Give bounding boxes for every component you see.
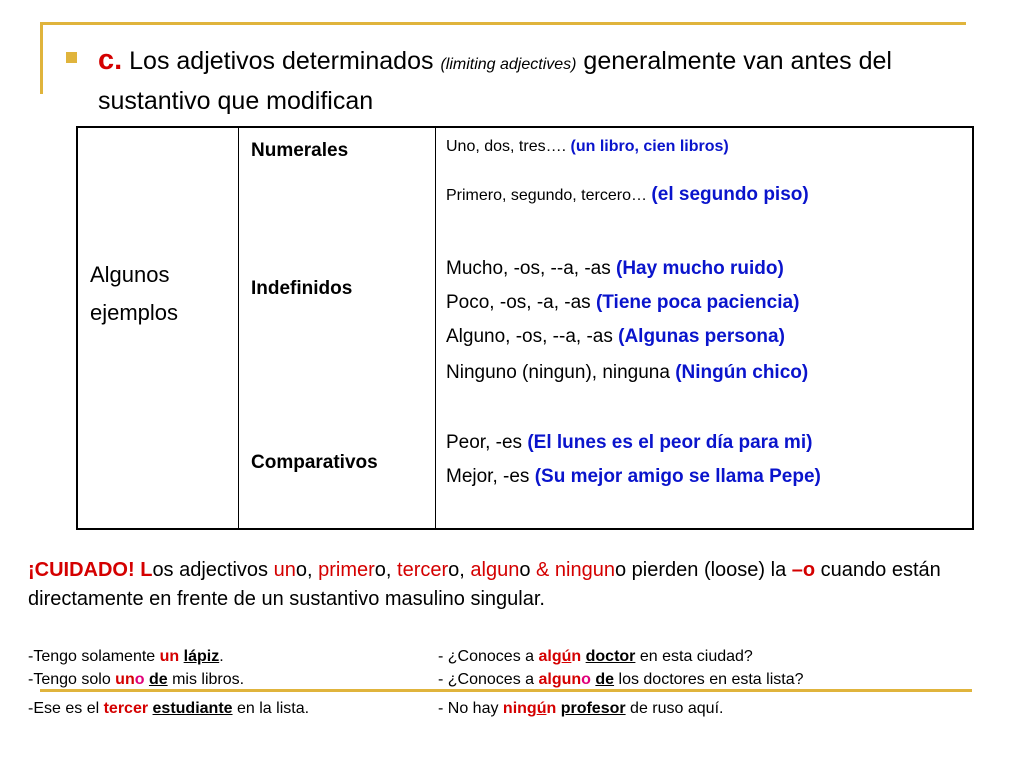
example-line: Poco, -os, -a, -as (Tiene poca paciencia) <box>446 292 800 313</box>
example-sentence-right-2: - ¿Conoces a alguno de los doctores en esta lista? <box>438 671 804 688</box>
example-sentence-left-1: -Tengo solamente un lápiz. <box>28 648 224 665</box>
example-sentence-right-3: - No hay ningún profesor de ruso aquí. <box>438 700 724 717</box>
slide-heading <box>58 42 958 119</box>
adjectives-table <box>76 126 974 530</box>
decorative-left-rule <box>40 22 43 94</box>
warning-paragraph: ¡CUIDADO! Los adjectivos uno, primero, tercero, alguno & ninguno pierden (loose) la –o cuando están directamente en frente de un sustantivo masulino singular. <box>28 559 941 610</box>
category-cell <box>239 127 436 529</box>
example-line: Peor, -es (El lunes es el peor día para mi) <box>446 432 813 453</box>
examples-cell <box>436 127 974 529</box>
row-label-line-2: ejemplos <box>90 300 179 325</box>
square-bullet-icon <box>66 52 77 63</box>
example-line: Ninguno (ningun), ninguna (Ningún chico) <box>446 362 809 383</box>
heading-italic: (limiting adjectives) <box>440 56 577 73</box>
example-line: Primero, segundo, tercero… (el segundo piso) <box>446 184 809 205</box>
category-numerales: Numerales <box>251 140 349 161</box>
example-sentence-right-1: - ¿Conoces a algún doctor en esta ciudad? <box>438 648 753 665</box>
decorative-top-rule <box>40 22 966 25</box>
decorative-bottom-rule <box>40 689 972 692</box>
heading-text-2: generalmente van antes del sustantivo que modifican <box>98 47 892 115</box>
example-sentence-left-2: -Tengo solo uno de mis libros. <box>28 671 245 688</box>
heading-text-1: Los adjetivos determinados <box>122 47 441 75</box>
category-indefinidos: Indefinidos <box>251 278 353 299</box>
row-label-line-1: Algunos <box>90 262 170 287</box>
example-line: Mejor, -es (Su mejor amigo se llama Pepe) <box>446 466 821 487</box>
row-label-cell <box>77 127 239 529</box>
example-sentence-left-3: -Ese es el tercer estudiante en la lista. <box>28 700 310 717</box>
example-line: Mucho, -os, --a, -as (Hay mucho ruido) <box>446 258 784 279</box>
category-comparativos: Comparativos <box>251 452 378 473</box>
heading-letter: c. <box>98 44 123 76</box>
example-line: Uno, dos, tres…. (un libro, cien libros) <box>446 138 729 155</box>
example-line: Alguno, -os, --a, -as (Algunas persona) <box>446 326 785 347</box>
